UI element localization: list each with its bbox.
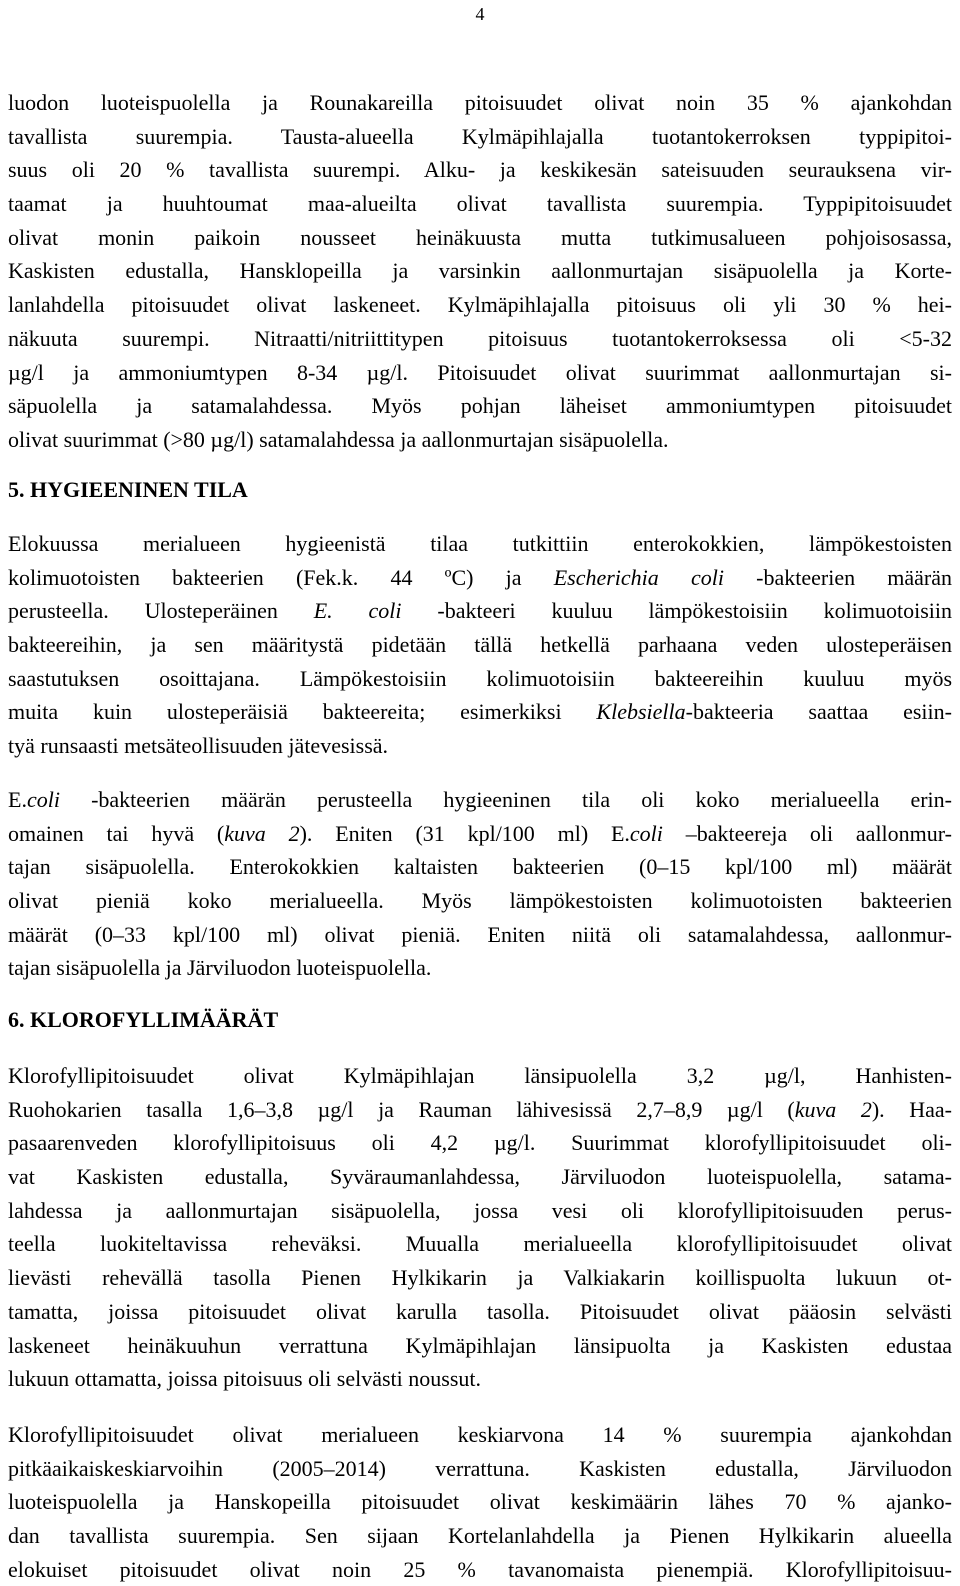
heading-text: 6. KLOROFYLLIMÄÄRÄT	[8, 1007, 279, 1032]
text-line: E.coli -bakteerien määrän perusteella hygieeninen tila oli koko merialueella erin-	[8, 787, 952, 812]
text-line: kolimuotoisten bakteerien (Fek.k. 44 ºC) ja Escherichia coli -bakteerien määrän	[8, 564, 952, 590]
text-line: Ruohokarien tasalla 1,6–3,8 µg/l ja Rauman lähivesissä 2,7–8,9 µg/l (kuva 2). Haa-	[8, 1096, 953, 1122]
text-line: tajan sisäpuolella. Enterokokkien kaltaisten bakteerien (0–15 kpl/100 ml) määrät	[8, 854, 952, 880]
text-line: omainen tai hyvä (kuva 2). Eniten (31 kpl/100 ml) E.coli –bakteereja oli aallonmur-	[8, 820, 952, 846]
paragraph-chlorophyll-levels	[8, 1059, 952, 1396]
text-line: perusteella. Ulosteperäinen E. coli -bakteeri kuuluu lämpökestoisiin kolimuotoisiin	[8, 598, 952, 624]
text-line: olivat monin paikoin nousseet heinäkuusta mutta tutkimusalueen pohjoisosassa,	[8, 224, 952, 250]
text-line: dan tavallista suurempia. Sen sijaan Kortelanlahdella ja Pienen Hylkikarin alueella	[8, 1523, 952, 1549]
text-line: Elokuussa merialueen hygieenistä tilaa tutkittiin enterokokkien, lämpökestoisten	[8, 531, 952, 556]
text-line: muita kuin ulosteperäisiä bakteereita; esimerkiksi Klebsiella-bakteeria saattaa esiin-	[8, 699, 952, 725]
text-line: tamatta, joissa pitoisuudet olivat karulla tasolla. Pitoisuudet olivat pääosin selvästi	[8, 1298, 952, 1324]
text-line: suus oli 20 % tavallista suurempi. Alku- ja keskikesän sateisuuden seurauksena vir-	[8, 157, 952, 183]
text-line: tavallista suurempia. Tausta-alueella Kylmäpihlajalla tuotantokerroksen typpipitoi-	[8, 123, 952, 149]
text-line: säpuolella ja satamalahdessa. Myös pohjan läheiset ammoniumtypen pitoisuudet	[8, 393, 952, 419]
page-number: 4	[475, 4, 485, 24]
text-line: Klorofyllipitoisuudet olivat Kylmäpihlajan länsipuolella 3,2 µg/l, Hanhisten-	[8, 1063, 952, 1088]
text-line: olivat suurimmat (>80 µg/l) satamalahdessa ja aallonmurtajan sisäpuolella.	[8, 426, 669, 452]
heading-text: 5. HYGIEENINEN TILA	[8, 477, 248, 502]
text-line: bakteereihin, ja sen määritystä pidetään tällä hetkellä parhaana veden ulosteperäisen	[8, 632, 952, 658]
paragraph-nutrients	[8, 86, 952, 457]
text-line: teella luokiteltavissa reheväksi. Muualla merialueella klorofyllipitoisuudet olivat	[8, 1231, 952, 1257]
paragraph-hygiene-intro	[8, 527, 952, 763]
text-line: Kaskisten edustalla, Hansklopeilla ja varsinkin aallonmurtajan sisäpuolella ja Korte-	[8, 258, 952, 284]
text-line: lukuun ottamatta, joissa pitoisuus oli selvästi noussut.	[8, 1366, 481, 1392]
text-line: µg/l ja ammoniumtypen 8-34 µg/l. Pitoisuudet olivat suurimmat aallonmurtajan si-	[8, 359, 952, 385]
text-line: tyä runsaasti metsäteollisuuden jätevesissä.	[8, 733, 389, 759]
text-line: lanlahdella pitoisuudet olivat laskeneet. Kylmäpihlajalla pitoisuus oli yli 30 % hei-	[8, 292, 952, 318]
section-heading-hygiene	[8, 470, 952, 510]
paragraph-hygiene-results	[8, 783, 952, 985]
text-line: pasaarenveden klorofyllipitoisuus oli 4,2 µg/l. Suurimmat klorofyllipitoisuudet oli-	[8, 1130, 952, 1156]
text-line: lahdessa ja aallonmurtajan sisäpuolella, jossa vesi oli klorofyllipitoisuuden perus-	[8, 1197, 952, 1223]
text-line: laskeneet heinäkuuhun verrattuna Kylmäpihlajan länsipuolta ja Kaskisten edustaa	[8, 1332, 952, 1358]
text-line: luoteispuolella ja Hanskopeilla pitoisuudet olivat keskimäärin lähes 70 % ajanko-	[8, 1489, 952, 1515]
paragraph-chlorophyll-averages	[8, 1418, 952, 1586]
text-line: saastutuksen osoittajana. Lämpökestoisiin kolimuotoisiin bakteereihin kuuluu myös	[8, 665, 952, 691]
text-line: näkuuta suurempi. Nitraatti/nitriittitypen pitoisuus tuotantokerroksessa oli <5-32	[8, 325, 952, 351]
text-line: olivat pieniä koko merialueella. Myös lämpökestoisten kolimuotoisten bakteerien	[8, 888, 952, 914]
text-line: taamat ja huuhtoumat maa-alueilta olivat tavallista suurempia. Typpipitoisuudet	[8, 191, 952, 217]
text-line: määrät (0–33 kpl/100 ml) olivat pieniä. Eniten niitä oli satamalahdessa, aallonmur-	[8, 921, 952, 947]
text-line: lievästi rehevällä tasolla Pienen Hylkikarin ja Valkiakarin koillispuolta lukuun ot-	[8, 1265, 952, 1291]
text-line: luodon luoteispuolella ja Rounakareilla pitoisuudet olivat noin 35 % ajankohdan	[8, 90, 952, 115]
text-line: pitkäaikaiskeskiarvoihin (2005–2014) verrattuna. Kaskisten edustalla, Järviluodon	[8, 1455, 952, 1481]
section-heading-chlorophyll	[8, 1000, 952, 1040]
text-line: tajan sisäpuolella ja Järviluodon luoteispuolella.	[8, 955, 432, 981]
text-line: elokuiset pitoisuudet olivat noin 25 % tavanomaista pienempiä. Klorofyllipitoisuu-	[8, 1556, 952, 1582]
text-line: vat Kaskisten edustalla, Syväraumanlahdessa, Järviluodon luoteispuolella, satama-	[8, 1164, 952, 1190]
text-line: Klorofyllipitoisuudet olivat merialueen keskiarvona 14 % suurempia ajankohdan	[8, 1422, 952, 1447]
